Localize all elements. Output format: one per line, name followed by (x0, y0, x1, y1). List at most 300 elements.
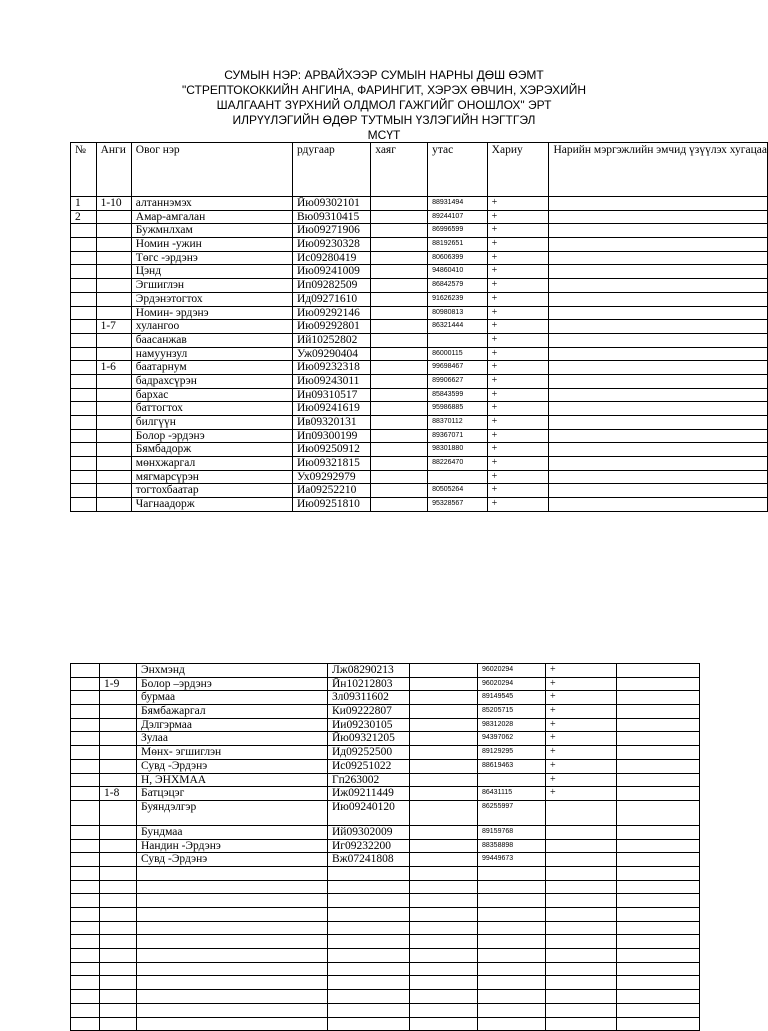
cell-grade (100, 839, 137, 853)
table-row (71, 292, 768, 306)
cell-referral (617, 732, 700, 746)
cell-result: + (546, 677, 617, 691)
cell-referral (617, 677, 700, 691)
cell-reg: Ис09280419 (292, 251, 370, 265)
cell-address (410, 677, 478, 691)
cell-no (71, 976, 100, 990)
cell-phone (478, 949, 546, 963)
cell-referral (617, 664, 700, 678)
table-row (71, 265, 768, 279)
table-row (71, 443, 768, 457)
cell-name (137, 880, 328, 894)
cell-phone (478, 866, 546, 880)
cell-phone: 94860410 (428, 265, 488, 279)
cell-reg (328, 1003, 410, 1017)
cell-address (410, 691, 478, 705)
cell-grade (100, 718, 137, 732)
cell-name: Н, ЭНХМАА (137, 773, 328, 787)
cell-result (546, 962, 617, 976)
cell-phone (478, 976, 546, 990)
cell-reg (328, 880, 410, 894)
cell-result: + (487, 224, 549, 238)
table-row (71, 388, 768, 402)
cell-name (137, 921, 328, 935)
empty-row (71, 976, 700, 990)
cell-phone: 94397062 (478, 732, 546, 746)
cell-referral (617, 787, 700, 801)
table-row (71, 306, 768, 320)
cell-reg: Ин09310517 (292, 388, 370, 402)
title-line-2: "СТРЕПТОКОККИЙН АНГИНА, ФАРИНГИТ, ХЭРЭХ ӨВЧИН, ХЭРЭХИЙН (181, 83, 586, 97)
cell-no (71, 402, 97, 416)
cell-result (546, 825, 617, 839)
cell-no (71, 839, 100, 853)
cell-reg: Ию09292146 (292, 306, 370, 320)
cell-result: + (487, 374, 549, 388)
cell-no (71, 800, 100, 825)
cell-address (371, 210, 428, 224)
cell-no (71, 880, 100, 894)
cell-name: Цэнд (131, 265, 292, 279)
cell-name: Бужмнлхам (131, 224, 292, 238)
cell-grade (96, 265, 131, 279)
cell-result (546, 853, 617, 867)
cell-grade (100, 1003, 137, 1017)
cell-phone: 80606399 (428, 251, 488, 265)
cell-no (71, 306, 97, 320)
cell-reg: Ию09292801 (292, 320, 370, 334)
cell-address (371, 238, 428, 252)
cell-address (410, 664, 478, 678)
cell-result: + (487, 347, 549, 361)
cell-result (546, 839, 617, 853)
cell-referral (549, 210, 768, 224)
table-row (71, 279, 768, 293)
cell-address (410, 935, 478, 949)
cell-result: + (546, 787, 617, 801)
empty-row (71, 894, 700, 908)
cell-address (371, 374, 428, 388)
cell-referral (617, 935, 700, 949)
cell-name: бадрахсүрэн (131, 374, 292, 388)
cell-result: + (487, 210, 549, 224)
cell-address (371, 457, 428, 471)
cell-name: тогтохбаатар (131, 484, 292, 498)
cell-no (71, 962, 100, 976)
cell-reg (328, 976, 410, 990)
table-row (71, 677, 700, 691)
cell-no (71, 894, 100, 908)
cell-result (546, 894, 617, 908)
cell-phone: 80980813 (428, 306, 488, 320)
table-row (71, 361, 768, 375)
cell-address (410, 759, 478, 773)
cell-name (137, 935, 328, 949)
document-title (0, 68, 768, 143)
cell-no (71, 251, 97, 265)
cell-reg (328, 866, 410, 880)
cell-phone: 89149545 (478, 691, 546, 705)
cell-referral (617, 691, 700, 705)
cell-address (410, 949, 478, 963)
cell-reg: Ий10252802 (292, 333, 370, 347)
cell-phone (428, 470, 488, 484)
cell-grade (96, 210, 131, 224)
cell-name: намуунзул (131, 347, 292, 361)
cell-name: хулангоо (131, 320, 292, 334)
cell-address (410, 718, 478, 732)
cell-referral (549, 306, 768, 320)
cell-result (546, 908, 617, 922)
cell-phone: 95328567 (428, 498, 488, 512)
cell-reg: Ий09302009 (328, 825, 410, 839)
cell-no (71, 866, 100, 880)
cell-name (137, 908, 328, 922)
cell-address (410, 908, 478, 922)
cell-phone: 85843599 (428, 388, 488, 402)
cell-no (71, 333, 97, 347)
table-row (71, 484, 768, 498)
cell-address (371, 347, 428, 361)
cell-no (71, 787, 100, 801)
cell-grade (100, 949, 137, 963)
cell-address (410, 921, 478, 935)
cell-no (71, 443, 97, 457)
cell-phone: 88931494 (428, 197, 488, 211)
cell-name: баттогтох (131, 402, 292, 416)
table-row (71, 374, 768, 388)
cell-referral (549, 443, 768, 457)
cell-referral (549, 279, 768, 293)
cell-reg: Лж08290213 (328, 664, 410, 678)
cell-grade (100, 773, 137, 787)
cell-grade: 1-8 (100, 787, 137, 801)
cell-reg: Вю09310415 (292, 210, 370, 224)
header-name: Овог нэр (131, 143, 292, 197)
cell-referral (549, 265, 768, 279)
cell-phone: 86842579 (428, 279, 488, 293)
cell-reg: Ию09232318 (292, 361, 370, 375)
table-row (71, 238, 768, 252)
cell-address (371, 292, 428, 306)
cell-reg (328, 894, 410, 908)
cell-reg (328, 908, 410, 922)
cell-grade (96, 333, 131, 347)
cell-referral (549, 347, 768, 361)
cell-name (137, 990, 328, 1004)
cell-result: + (487, 416, 549, 430)
cell-result: + (487, 470, 549, 484)
cell-no (71, 238, 97, 252)
cell-result (546, 935, 617, 949)
cell-phone: 86255997 (478, 800, 546, 825)
cell-reg: Иж09211449 (328, 787, 410, 801)
cell-result: + (487, 265, 549, 279)
cell-no (71, 705, 100, 719)
cell-reg: Йю09302101 (292, 197, 370, 211)
cell-referral (617, 705, 700, 719)
cell-grade (96, 388, 131, 402)
cell-referral (617, 746, 700, 760)
cell-grade (100, 759, 137, 773)
cell-name: Амар-амгалан (131, 210, 292, 224)
cell-reg: Ис09251022 (328, 759, 410, 773)
cell-phone: 85205715 (478, 705, 546, 719)
cell-no (71, 691, 100, 705)
cell-result: + (487, 429, 549, 443)
cell-no (71, 279, 97, 293)
cell-address (410, 976, 478, 990)
cell-reg: Зл09311602 (328, 691, 410, 705)
cell-name: Болор -эрдэнэ (131, 429, 292, 443)
cell-address (410, 825, 478, 839)
cell-grade (100, 921, 137, 935)
cell-result: + (487, 279, 549, 293)
screening-table-1 (70, 142, 768, 512)
cell-no: 2 (71, 210, 97, 224)
cell-phone: 80505264 (428, 484, 488, 498)
cell-grade (96, 416, 131, 430)
cell-reg: Ию09243011 (292, 374, 370, 388)
cell-reg (328, 921, 410, 935)
cell-referral (549, 361, 768, 375)
cell-phone: 86431115 (478, 787, 546, 801)
table-row (71, 457, 768, 471)
table-row (71, 800, 700, 825)
cell-no (71, 908, 100, 922)
cell-no (71, 1003, 100, 1017)
cell-reg: Ию09241619 (292, 402, 370, 416)
cell-result: + (487, 320, 549, 334)
cell-address (371, 429, 428, 443)
cell-referral (549, 224, 768, 238)
table-row (71, 210, 768, 224)
cell-name (137, 866, 328, 880)
cell-result: + (487, 484, 549, 498)
cell-grade (100, 825, 137, 839)
cell-grade (100, 990, 137, 1004)
cell-grade (96, 292, 131, 306)
cell-no (71, 374, 97, 388)
cell-address (371, 265, 428, 279)
cell-reg: Ию09240120 (328, 800, 410, 825)
empty-row (71, 866, 700, 880)
empty-row (71, 880, 700, 894)
cell-phone: 98301880 (428, 443, 488, 457)
cell-result (546, 866, 617, 880)
cell-result: + (487, 238, 549, 252)
cell-reg: Иа09252210 (292, 484, 370, 498)
cell-no (71, 732, 100, 746)
cell-address (371, 416, 428, 430)
cell-phone: 88192651 (428, 238, 488, 252)
cell-reg: Ид09271610 (292, 292, 370, 306)
cell-referral (617, 894, 700, 908)
cell-result: + (546, 718, 617, 732)
cell-name: Бямбадорж (131, 443, 292, 457)
empty-row (71, 935, 700, 949)
cell-no (71, 265, 97, 279)
table-row (71, 825, 700, 839)
cell-no (71, 347, 97, 361)
table-row (71, 347, 768, 361)
table-row (71, 787, 700, 801)
cell-grade (96, 498, 131, 512)
table-row (71, 732, 700, 746)
table-row (71, 705, 700, 719)
cell-referral (549, 457, 768, 471)
cell-address (371, 443, 428, 457)
cell-address (410, 746, 478, 760)
cell-result: + (487, 388, 549, 402)
cell-referral (617, 880, 700, 894)
cell-phone: 88358898 (478, 839, 546, 853)
cell-address (410, 800, 478, 825)
cell-referral (549, 374, 768, 388)
cell-grade (100, 800, 137, 825)
cell-no (71, 388, 97, 402)
cell-name: бурмаа (137, 691, 328, 705)
cell-reg: Йю09321205 (328, 732, 410, 746)
cell-reg: Ии09230105 (328, 718, 410, 732)
title-line-5: МСҮТ (367, 128, 401, 142)
cell-grade: 1-10 (96, 197, 131, 211)
cell-phone: 99449673 (478, 853, 546, 867)
cell-grade (100, 705, 137, 719)
cell-no (71, 746, 100, 760)
title-line-3: ШАЛГААНТ ЗҮРХНИЙ ОЛДМОЛ ГАЖГИЙГ ОНОШЛОХ" ЭРТ (216, 98, 552, 112)
cell-phone: 98312028 (478, 718, 546, 732)
cell-result (546, 976, 617, 990)
cell-address (410, 732, 478, 746)
table-row (71, 224, 768, 238)
cell-reg: Гп263002 (328, 773, 410, 787)
cell-referral (549, 197, 768, 211)
cell-name: Номин -ужин (131, 238, 292, 252)
table-header-row (71, 143, 768, 197)
cell-name: Буяндэлгэр (137, 800, 328, 825)
table-row (71, 333, 768, 347)
empty-row (71, 1003, 700, 1017)
cell-referral (617, 773, 700, 787)
cell-address (371, 197, 428, 211)
cell-phone: 96020294 (478, 664, 546, 678)
cell-reg: Ух09292979 (292, 470, 370, 484)
cell-address (410, 787, 478, 801)
cell-result (546, 990, 617, 1004)
cell-result: + (546, 691, 617, 705)
cell-referral (549, 388, 768, 402)
cell-no (71, 361, 97, 375)
cell-result: + (487, 402, 549, 416)
cell-no (71, 292, 97, 306)
cell-result (546, 1003, 617, 1017)
cell-grade (100, 866, 137, 880)
cell-no (71, 773, 100, 787)
cell-grade (100, 894, 137, 908)
cell-name: Энхмэнд (137, 664, 328, 678)
empty-row (71, 908, 700, 922)
cell-referral (617, 718, 700, 732)
cell-phone: 86321444 (428, 320, 488, 334)
cell-no (71, 416, 97, 430)
header-reg: рдугаар (292, 143, 370, 197)
cell-reg (328, 962, 410, 976)
cell-name: билгүүн (131, 416, 292, 430)
cell-phone: 88370112 (428, 416, 488, 430)
cell-phone: 99698467 (428, 361, 488, 375)
cell-referral (617, 825, 700, 839)
cell-referral (549, 470, 768, 484)
cell-name: Бямбажаргал (137, 705, 328, 719)
cell-reg: Йн10212803 (328, 677, 410, 691)
cell-no (71, 457, 97, 471)
cell-phone: 89367071 (428, 429, 488, 443)
cell-address (410, 866, 478, 880)
cell-name (137, 894, 328, 908)
cell-phone: 89244107 (428, 210, 488, 224)
cell-grade (100, 962, 137, 976)
cell-address (371, 498, 428, 512)
empty-row (71, 921, 700, 935)
cell-referral (617, 976, 700, 990)
cell-phone: 88619463 (478, 759, 546, 773)
cell-result (546, 800, 617, 825)
cell-referral (549, 416, 768, 430)
cell-name: Номин- эрдэнэ (131, 306, 292, 320)
cell-address (410, 773, 478, 787)
cell-name: Дэлгэрмаа (137, 718, 328, 732)
cell-referral (617, 921, 700, 935)
cell-result: + (487, 292, 549, 306)
cell-grade (100, 935, 137, 949)
cell-reg: Ию09250912 (292, 443, 370, 457)
title-line-1: СУМЫН НЭР: АРВАЙХЭЭР СУМЫН НАРНЫ ДӨШ ӨЭМТ (224, 68, 544, 82)
cell-referral (549, 484, 768, 498)
cell-reg: Ки09222807 (328, 705, 410, 719)
cell-result: + (487, 443, 549, 457)
cell-no (71, 718, 100, 732)
header-grade: Анги (96, 143, 131, 197)
cell-name: баасанжав (131, 333, 292, 347)
cell-reg: Ию09251810 (292, 498, 370, 512)
cell-address (410, 853, 478, 867)
cell-phone: 86996599 (428, 224, 488, 238)
cell-referral (549, 320, 768, 334)
cell-no (71, 759, 100, 773)
cell-phone: 86000115 (428, 347, 488, 361)
table-row (71, 402, 768, 416)
cell-no (71, 677, 100, 691)
cell-name: Батцэцэг (137, 787, 328, 801)
cell-no (71, 921, 100, 935)
cell-address (371, 279, 428, 293)
cell-name: Сувд -Эрдэнэ (137, 853, 328, 867)
cell-name: мягмарсүрэн (131, 470, 292, 484)
cell-no (71, 935, 100, 949)
cell-result: + (546, 664, 617, 678)
cell-grade (96, 470, 131, 484)
cell-name: Бундмаа (137, 825, 328, 839)
cell-name: баатарнум (131, 361, 292, 375)
cell-reg (328, 949, 410, 963)
cell-referral (617, 949, 700, 963)
table-row (71, 320, 768, 334)
cell-grade (96, 429, 131, 443)
cell-address (410, 962, 478, 976)
cell-grade (100, 732, 137, 746)
cell-result: + (546, 759, 617, 773)
